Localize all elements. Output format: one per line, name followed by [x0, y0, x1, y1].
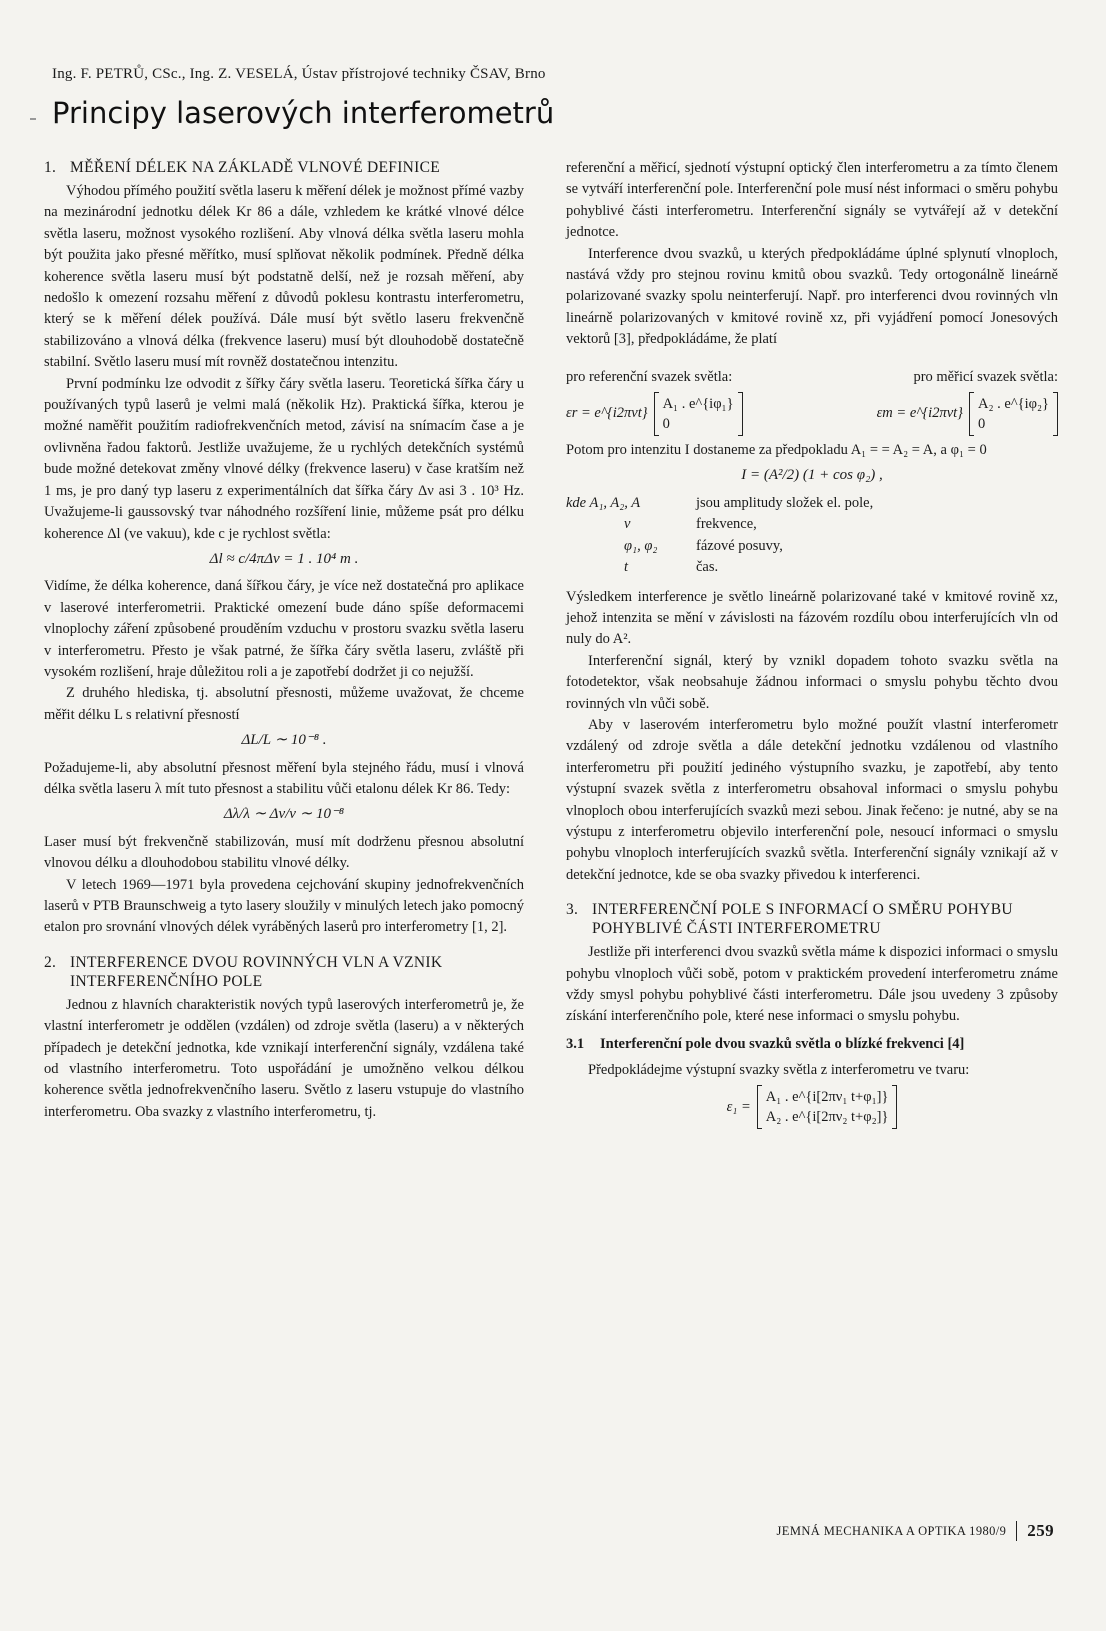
- matrix-entry: A₂ . e^{i[2πν₂ t+φ₂]}: [765, 1109, 889, 1126]
- matrix-bracket: [757, 1085, 898, 1129]
- paragraph: Vidíme, že délka koherence, daná šířkou čáry, je více než dostatečná pro aplikace v laserové interferometrii. Praktické omezení bude dáno spíše deformacemi vlnoplochy záření způsobené prouděním vzduchu v prostoru svazku světla laseru v interferometru. Přesto je však patrné, že šířka čáry světla laseru, zvláště při vysokém rozlišení, hraje důležitou roli a je zapotřebí dodržet ji co nejužší.: [44, 578, 524, 680]
- paragraph: referenční a měřicí, sjednotí výstupní optický člen interferometru a za tímto členem se vytváří interferenční pole. Interferenční pole musí nést informaci o směru pohybu pohyblivé části interferometru. Interferenční signály se vytvářejí až v detekční jednotce.: [566, 160, 1058, 241]
- matrix-lhs: εm = e^{i2πνt}: [876, 405, 963, 422]
- matrix-bracket: [969, 392, 1058, 436]
- paragraph: Výsledkem interference je světlo lineárně polarizované také v kmitové rovině xz, jehož intenzita se mění v závislosti na fázovém rozdílu obou interferujících vln od nuly do A².: [566, 588, 1058, 648]
- right-column: [566, 158, 1058, 1133]
- paragraph: Laser musí být frekvenčně stabilizován, musí mít dodrženu přesnou absolutní vlnovou délku a dlouhodobou stabilitu vlnové délky.: [44, 833, 524, 872]
- paragraph: Interferenční signál, který by vznikl dopadem tohoto svazku světla na fotodetektor, však neobsahuje žádnou informaci o smyslu pohybu těchto dvou rovinných vln vůči sobě.: [566, 652, 1058, 712]
- page-number: 259: [1016, 1521, 1054, 1541]
- variable-list: [566, 493, 1058, 579]
- subsection-3-1-title: Interferenční pole dvou svazků světla o blízké frekvenci [4]: [600, 1035, 965, 1052]
- jones-vector-reference: [566, 392, 743, 436]
- paragraph: Předpokládejme výstupní svazky světla z interferometru ve tvaru:: [588, 1061, 970, 1078]
- section-2-title: INTERFERENCE DVOU ROVINNÝCH VLN A VZNIK INTERFERENČNÍHO POLE: [70, 953, 443, 990]
- subsection-3-1-number: 3.1: [566, 1035, 585, 1052]
- page-footer: [734, 1521, 1054, 1541]
- equation-intensity: I = (A²/2) (1 + cos φ₂) ,: [741, 467, 883, 484]
- margin-mark: [30, 118, 36, 120]
- variable-symbol: t: [624, 559, 629, 576]
- equation-wavelength-stability: Δλ/λ ∼ Δν/ν ∼ 10⁻⁸: [223, 806, 345, 823]
- matrix-entry: 0: [977, 416, 986, 433]
- matrix-bracket: [654, 392, 743, 436]
- left-column: [44, 158, 524, 1123]
- variable-symbol: kde A₁, A₂, A: [566, 494, 641, 511]
- matrix-lhs: εr = e^{i2πνt}: [566, 405, 648, 422]
- paragraph: Jestliže při interferenci dvou svazků světla máme k dispozici informaci o smyslu pohybu vlnoploch vůči sobě, potom v praktickém provedení interferometru známe vždy smysl pohybu pohyblivé části interferometru. Dále jsou uvedeny 3 způsoby získání interferenčního pole, které nese informaci o smyslu pohybu.: [566, 944, 1058, 1025]
- paragraph: Aby v laserovém interferometru bylo možné použít vlastní interferometr vzdálený od zdroje světla a dále detekční jednotku vzdálenou od vlastního interferometru při použití jediného výstupního svazku, je zapotřebí, aby tento výstupní svazek světla z interferometru obsahoval informaci o smyslu pohybu vlnoploch obou interferujících svazků mezi sebou. Jinak řečeno: je nutné, aby se na výstupu z interferometru objevilo interferenční pole, nesoucí informaci o smyslu pohybu vlnoploch interferujících svazků světla. Interferenční signály vznikají až v detekční jednotce, kde se oba svazky přivedou k interferenci.: [566, 716, 1058, 883]
- equation-coherence: Δl ≈ c/4πΔν = 1 . 10⁴ m .: [209, 550, 359, 567]
- paragraph: V letech 1969—1971 byla provedena cejchování skupiny jednofrekvenčních laserů v PTB Braunschweig a tyto lasery sloužily v minulých letech jako pomocný etalon pro srovnání vlnových délek vyráběných laserů pro interferometry [1, 2].: [44, 876, 525, 936]
- section-2-heading: [44, 953, 524, 991]
- section-1-title: MĚŘENÍ DÉLEK NA ZÁKLADĚ VLNOVÉ DEFINICE: [70, 159, 441, 176]
- matrix-lhs: ε₁ =: [726, 1098, 751, 1115]
- variable-symbol: φ₁, φ₂: [624, 537, 658, 554]
- jones-vectors: [566, 392, 1058, 436]
- variable-description: frekvence,: [696, 516, 757, 533]
- paragraph: První podmínku lze odvodit z šířky čáry světla laseru. Teoretická šířka čáry u používaných typů laserů je velmi malá (několik Hz). Praktická šířka, kterou je možné naměřit použitím radiofrekvenčních metod, závisí na snímacím čase a je ovlivněna řadou faktorů. Jestliže uvažujeme, že u rychlých detekčních systémů bude možné detekovat změny vlnové délky (frekvence laseru) v čase kratším než 1 ms, je pro daný typ laseru z experimentálních dat šířka čáry Δν asi 3 . 10³ Hz. Uvažujeme-li gaussovský tvar náhodného rozšíření linie, můžeme psát pro délku koherence Δl (ve vakuu), kde c je rychlost světla:: [44, 375, 524, 542]
- variable-description: jsou amplitudy složek el. pole,: [696, 494, 874, 511]
- caption-measuring-beam: pro měřicí svazek světla:: [913, 368, 1058, 385]
- paragraph: Z druhého hlediska, tj. absolutní přesnosti, můžeme uvažovat, že chceme měřit délku L s relativní přesností: [44, 685, 524, 723]
- jones-captions: [566, 367, 1058, 388]
- matrix-entry: A₁ . e^{i[2πν₁ t+φ₁]}: [765, 1089, 889, 1106]
- output-beams-vector: [566, 1085, 1058, 1129]
- paragraph: Jednou z hlavních charakteristik nových typů laserových interferometrů je, že vlastní interferometr je oddělen (vzdálen) od zdroje světla (laseru) a v některých případech je detekční jednotka, kde vznikají interferenční signály, vzdálena také od vlastního interferometru. Toto uspořádání je umožněno velkou délkou koherence světla jednofrekvenčního laseru. Světlo z laseru vstupuje do vlastního interferometru. Oba svazky z vlastního interferometru, tj.: [44, 996, 524, 1120]
- caption-reference-beam: pro referenční svazek světla:: [566, 368, 733, 385]
- paragraph: Výhodou přímého použití světla laseru k měření délek je možnost přímé vazby na mezinárodní jednotku délek Kr 86 a dále, vzhledem ke krátké vlnové délce světla laseru, možnost vysokého rozlišení. Aby vlnová délka světla laseru mohla být použita jako přesné měřítko, musí splňovat několik podmínek. Předně délka koherence světla laseru musí být podstatně delší, než je rozsah měření, aby nedošlo k omezení rozsahu měření z důvodů poklesu kontrastu interferometru, který se k měření délek používá. Dále musí být světlo laseru frekvenčně stabilizováno a vlnová délka (frekvence laseru) musí být dlouhodobě dostatečně stabilní. Světlo laseru musí mít rovněž dostatečnou intenzitu.: [44, 183, 524, 371]
- matrix-entry: A₂ . e^{iφ₂}: [977, 396, 1049, 413]
- paragraph: Interference dvou svazků, u kterých předpokládáme úplné splynutí vlnoploch, nastává vždy pro stejnou rovinu kmitů obou svazků. Tedy ortogonálně lineárně polarizované svazky spolu neinterferují. Např. pro interferenci dvou rovinných vln lineárně polarizovaných v kmitové rovině xz, při vyjádření pomocí Jonesových vektorů [3], předpokládáme, že platí: [566, 245, 1058, 348]
- subsection-3-1-heading: [566, 1034, 1058, 1054]
- equation-relative-precision: ΔL/L ∼ 10⁻⁸ .: [241, 732, 327, 749]
- authors-line: Ing. F. PETRŮ, CSc., Ing. Z. VESELÁ, Ústav přístrojové techniky ČSAV, Brno: [52, 66, 546, 82]
- variable-symbol: ν: [624, 516, 631, 533]
- section-3-number: 3.: [566, 901, 579, 919]
- matrix-entry: A₁ . e^{iφ₁}: [662, 396, 734, 413]
- variable-description: čas.: [696, 559, 719, 576]
- section-3-title: INTERFERENČNÍ POLE S INFORMACÍ O SMĚRU POHYBU POHYBLIVÉ ČÁSTI INTERFEROMETRU: [592, 901, 1013, 938]
- section-3-heading: [566, 900, 1058, 938]
- matrix-entry: 0: [662, 416, 670, 433]
- section-2-number: 2.: [44, 953, 57, 971]
- jones-vector-measuring: [877, 392, 1058, 436]
- jones-vector-epsilon-1: [727, 1085, 898, 1129]
- variable-description: fázové posuvy,: [696, 537, 783, 554]
- article-title: Principy laserových interferometrů: [52, 96, 555, 130]
- section-1-heading: [44, 158, 524, 177]
- section-1-number: 1.: [44, 159, 57, 176]
- paragraph: Požadujeme-li, aby absolutní přesnost měření byla stejného řádu, musí i vlnová délka světla laseru λ mít tuto přesnost a stabilitu vůči etalonu délek Kr 86. Tedy:: [44, 759, 524, 797]
- journal-name: JEMNÁ MECHANIKA A OPTIKA 1980/9: [776, 1523, 1007, 1538]
- paragraph: Potom pro intenzitu I dostaneme za předpokladu A₁ = = A₂ = A, a φ₁ = 0: [566, 442, 987, 459]
